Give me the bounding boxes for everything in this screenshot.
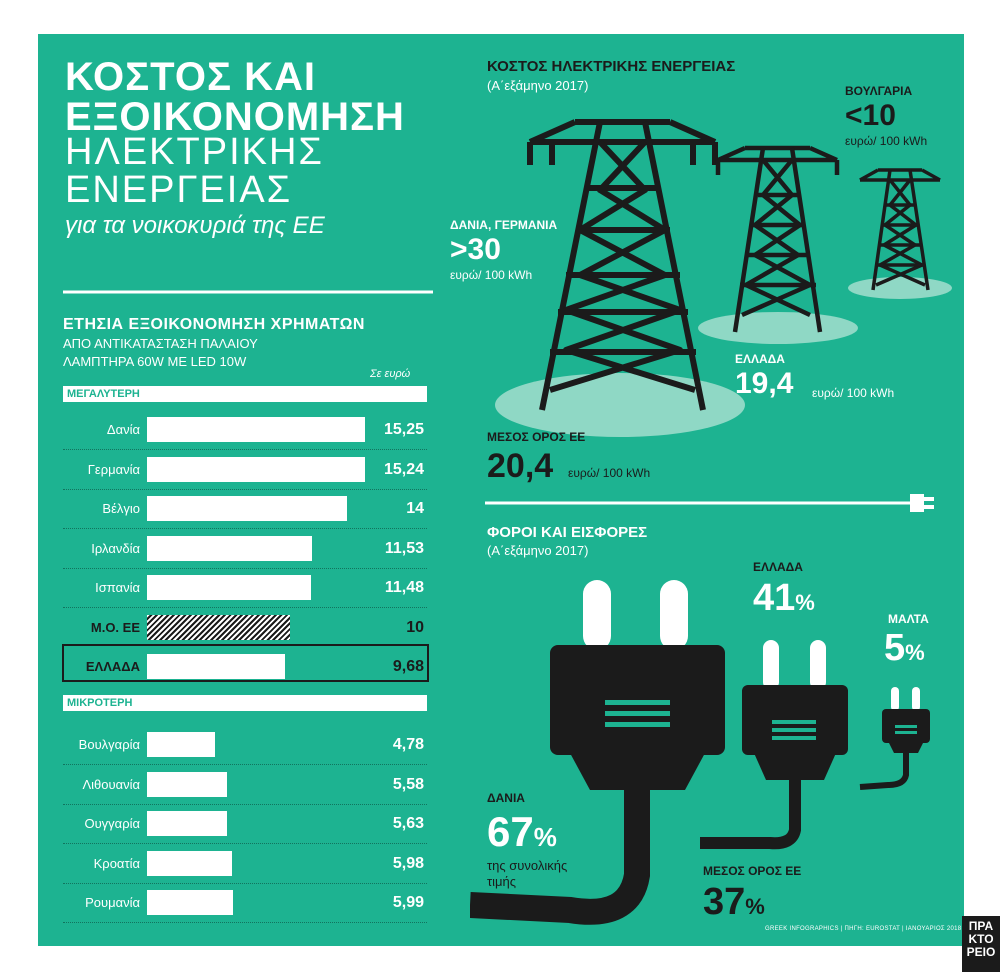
eu-cost-label: ΜΕΣΟΣ ΟΡΟΣ ΕΕ: [487, 430, 586, 444]
malta-tax-number: 5: [884, 627, 906, 669]
savings-unit: Σε ευρώ: [370, 368, 411, 380]
bulgaria-value: <10: [845, 99, 896, 132]
bar-category-label: Κροατία: [93, 855, 140, 871]
greece-tax-value: [753, 578, 815, 623]
bar-value-label: 9,68: [392, 658, 424, 675]
row-separator: [63, 607, 427, 608]
small-pylon-icon: [860, 170, 940, 290]
eu-cost-unit: ευρώ/ 100 kWh: [568, 466, 651, 480]
denmark-germany-unit: ευρώ/ 100 kWh: [450, 268, 533, 282]
title-line-4: ΕΝΕΡΓΕΙΑΣ: [65, 169, 293, 211]
bar: [147, 536, 312, 561]
row-separator: [63, 449, 427, 450]
bar-category-label: Ουγγαρία: [84, 816, 140, 831]
bar-value-label: 5,63: [392, 815, 424, 832]
bar-category-label: Δανία: [106, 422, 140, 437]
bar-category-label: Βουλγαρία: [78, 737, 140, 752]
bar: [147, 615, 290, 640]
row-separator: [63, 528, 427, 529]
row-separator: [63, 883, 427, 884]
bar-category-label: Ρουμανία: [85, 895, 140, 910]
bar-value-label: 5,58: [392, 775, 424, 793]
logo-line2: ΚΤΟ: [968, 932, 994, 946]
bar: [147, 732, 215, 757]
greece-tax-pct: %: [795, 590, 815, 615]
row-separator: [63, 489, 427, 490]
greece-cost-unit: ευρώ/ 100 kWh: [812, 386, 895, 400]
bar-category-label: Βέλγιο: [102, 501, 140, 516]
row-separator: [63, 804, 427, 805]
eu-cost-value: 20,4: [487, 447, 554, 485]
large-pylon-icon: [530, 122, 715, 410]
denmark-germany-label: ΔΑΝΙΑ, ΓΕΡΜΑΝΙΑ: [450, 218, 558, 232]
malta-tax-label: ΜΑΛΤΑ: [888, 612, 929, 626]
bar-value-label: 5,99: [392, 894, 424, 911]
savings-title: ΕΤΗΣΙΑ ΕΞΟΙΚΟΝΟΜΗΣΗ ΧΡΗΜΑΤΩΝ: [63, 316, 365, 333]
title-line-1: ΚΟΣΤΟΣ ΚΑΙ: [65, 55, 316, 99]
pylon-shadow: [495, 373, 745, 437]
eu-tax-label: ΜΕΣΟΣ ΟΡΟΣ ΕΕ: [703, 864, 802, 878]
malta-tax-value: [884, 628, 925, 673]
band-largest: ΜΕΓΑΛΥΤΕΡΗ: [63, 386, 427, 402]
bar: [147, 772, 227, 797]
row-separator: [63, 843, 427, 844]
bar: [147, 851, 232, 876]
bar-value-label: 14: [406, 500, 424, 517]
row-separator: [63, 568, 427, 569]
logo-line1: ΠΡΑ: [968, 919, 994, 933]
savings-sub1: ΑΠΟ ΑΝΤΙΚΑΤΑΣΤΑΣΗ ΠΑΛΑΙΟΥ: [63, 336, 258, 351]
bar-value-label: 11,48: [384, 579, 424, 596]
bar-category-label: Ισπανία: [95, 580, 140, 595]
bulgaria-unit: ευρώ/ 100 kWh: [845, 134, 928, 148]
pylon-shadow: [848, 277, 952, 299]
greece-tax-number: 41: [753, 577, 796, 619]
medium-pylon-icon: [718, 148, 837, 332]
plug-divider-icon: [485, 490, 955, 520]
bulgaria-label: ΒΟΥΛΓΑΡΙΑ: [845, 84, 913, 98]
denmark-germany-value: >30: [450, 233, 501, 266]
denmark-tax-note2: τιμής: [487, 874, 517, 889]
bar-category-label: ΕΛΛΑΔΑ: [85, 659, 140, 674]
bar: [147, 496, 347, 521]
cost-title: ΚΟΣΤΟΣ ΗΛΕΚΤΡΙΚΗΣ ΕΝΕΡΓΕΙΑΣ: [487, 58, 736, 75]
publisher-logo: [962, 916, 1000, 972]
bar-value-label: 10: [406, 618, 424, 636]
greece-cost-value: 19,4: [735, 367, 794, 400]
bar-value-label: 4,78: [392, 736, 424, 753]
denmark-tax-value: [487, 810, 557, 859]
cost-period: (Α΄εξάμηνο 2017): [487, 78, 589, 93]
bar-category-label: Μ.Ο. ΕΕ: [90, 619, 140, 635]
pylon-shadow: [698, 312, 858, 344]
bar-category-label: Γερμανία: [87, 461, 140, 477]
bar-category-label: Λιθουανία: [82, 776, 140, 792]
band-smallest: ΜΙΚΡΟΤΕΡΗ: [63, 695, 427, 711]
footer-credit: GREEK INFOGRAPHICS | ΠΗΓΗ: EUROSTAT | ΙΑΝΟΥΑΡΙΟΣ 2018: [765, 926, 962, 932]
denmark-tax-pct: %: [533, 822, 557, 852]
denmark-tax-label: ΔΑΝΙΑ: [487, 791, 525, 805]
bar: [147, 654, 285, 679]
row-separator: [63, 764, 427, 765]
logo-line3: ΡΕΙΟ: [966, 945, 996, 959]
row-separator: [63, 922, 427, 923]
title-line-2: ΕΞΟΙΚΟΝΟΜΗΣΗ: [65, 95, 405, 139]
taxes-period: (Α΄εξάμηνο 2017): [487, 543, 589, 558]
savings-sub2: ΛΑΜΠΤΗΡΑ 60W ΜΕ LED 10W: [63, 354, 247, 369]
bar: [147, 890, 233, 915]
eu-tax-value: [703, 882, 765, 927]
subtitle: για τα νοικοκυριά της ΕΕ: [65, 212, 325, 239]
eu-tax-pct: %: [745, 894, 765, 919]
plug-divider-icon: [63, 278, 433, 308]
bar-category-label: Ιρλανδία: [91, 540, 140, 556]
title-line-3: ΗΛΕΚΤΡΙΚΗΣ: [65, 131, 324, 173]
greece-tax-label: ΕΛΛΑΔΑ: [753, 560, 803, 574]
bar-value-label: 15,24: [383, 460, 424, 478]
bar: [147, 811, 227, 836]
bar-value-label: 11,53: [384, 539, 424, 557]
eu-tax-number: 37: [703, 881, 746, 923]
taxes-title: ΦΟΡΟΙ ΚΑΙ ΕΙΣΦΟΡΕΣ: [487, 524, 648, 541]
bar-value-label: 5,98: [392, 854, 424, 872]
denmark-tax-note1: της συνολικής: [487, 858, 568, 873]
greece-cost-label: ΕΛΛΑΔΑ: [735, 352, 785, 366]
malta-tax-pct: %: [905, 640, 925, 665]
bar-value-label: 15,25: [383, 421, 424, 438]
small-plug-icon: [860, 687, 930, 787]
bar: [147, 575, 311, 600]
denmark-tax-number: 67: [487, 808, 534, 855]
